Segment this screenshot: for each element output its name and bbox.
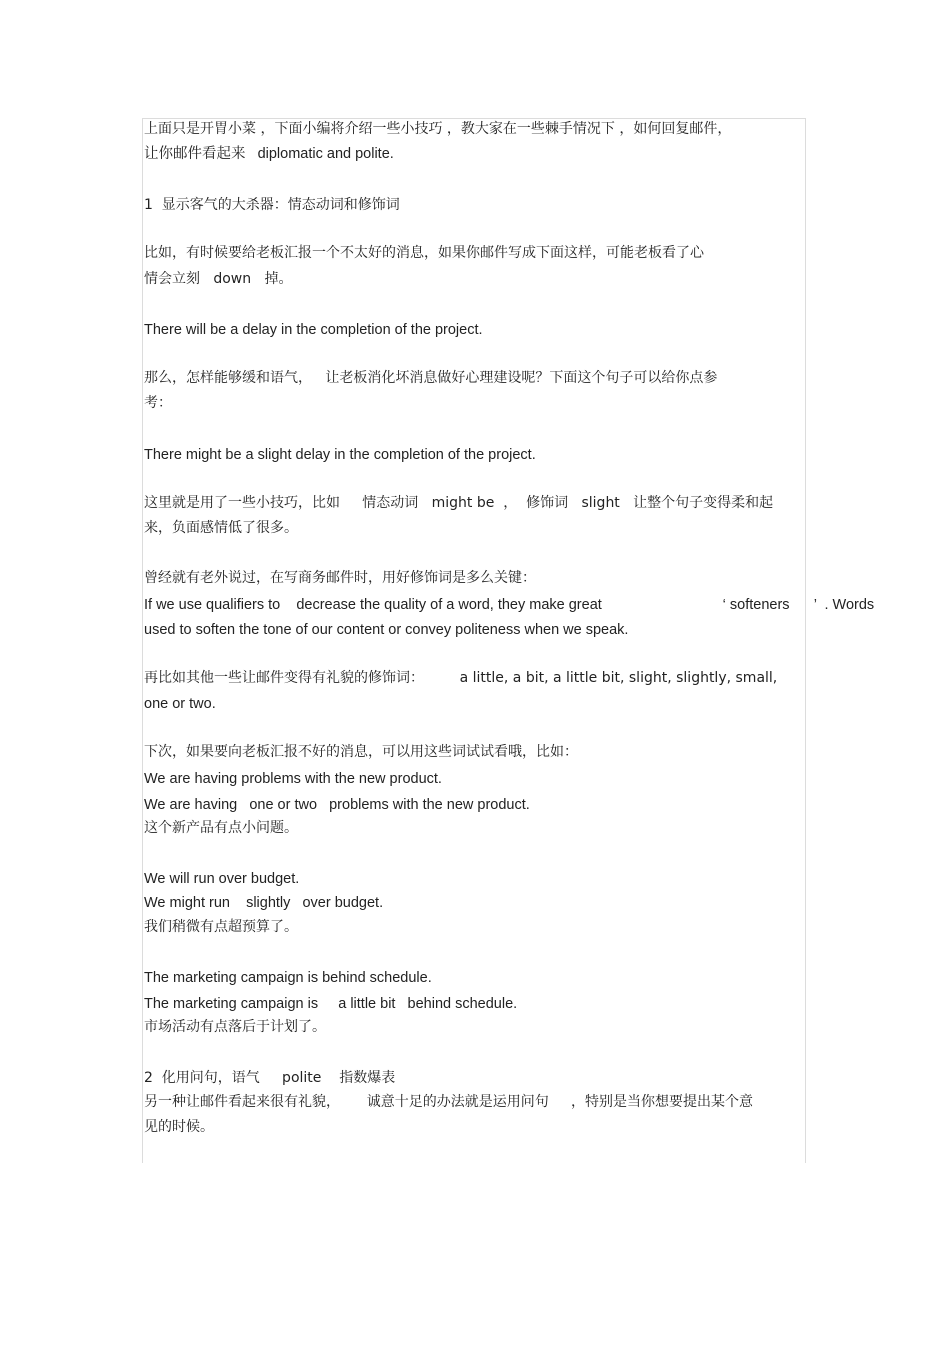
text-line: 再比如其他一些让邮件变得有礼貌的修饰词： a little, a bit, a little bit, slight, slightly, small, [144, 670, 778, 686]
section-heading: 1 显示客气的大杀器：情态动词和修饰词 [144, 197, 400, 213]
section-heading: 2 化用问句，语气 polite 指数爆表 [144, 1070, 396, 1086]
translation-line: 市场活动有点落后于计划了。 [144, 1019, 326, 1035]
text-line: 考： [144, 395, 172, 411]
example-sentence: We are having one or two problems with the new product. [144, 797, 530, 813]
text-line: 这里就是用了一些小技巧，比如 情态动词 might be ， 修饰词 slight 让整个句子变得柔和起 [144, 495, 774, 511]
example-sentence: We are having problems with the new product. [144, 771, 442, 787]
text-line: 另一种让邮件看起来很有礼貌， 诚意十足的办法就是运用问句 ，特别是当你想要提出某个意 [144, 1094, 753, 1110]
text-line: 比如，有时候要给老板汇报一个不太好的消息，如果你邮件写成下面这样，可能老板看了心 [144, 245, 704, 261]
translation-line: 我们稍微有点超预算了。 [144, 919, 298, 935]
text-line: 让你邮件看起来 diplomatic and polite. [144, 146, 394, 162]
example-sentence: The marketing campaign is a little bit behind schedule. [144, 996, 518, 1012]
text-line: 上面只是开胃小菜 ，下面小编将介绍一些小技巧 ，教大家在一些棘手情况下 ，如何回复邮件， [144, 121, 732, 137]
text-line: 那么，怎样能够缓和语气， 让老板消化坏消息做好心理建设呢？下面这个句子可以给你点参 [144, 370, 718, 386]
text-line: one or two. [144, 696, 216, 712]
quote-line: If we use qualifiers to decrease the quality of a word, they make great ‘ softeners ’ . Words [144, 597, 875, 613]
example-sentence: There will be a delay in the completion of the project. [144, 322, 483, 338]
quote-line: used to soften the tone of our content or convey politeness when we speak. [144, 622, 629, 638]
text-line: 下次，如果要向老板汇报不好的消息，可以用这些词试试看哦，比如： [144, 744, 578, 760]
text-line: 来，负面感情低了很多。 [144, 520, 298, 536]
example-sentence: There might be a slight delay in the completion of the project. [144, 447, 536, 463]
example-sentence: We might run slightly over budget. [144, 895, 384, 911]
text-line: 情会立刻 down 掉。 [144, 271, 293, 287]
text-line: 见的时候。 [144, 1119, 214, 1135]
example-sentence: We will run over budget. [144, 871, 300, 887]
translation-line: 这个新产品有点小问题。 [144, 820, 298, 836]
example-sentence: The marketing campaign is behind schedule. [144, 970, 432, 986]
text-line: 曾经就有老外说过，在写商务邮件时，用好修饰词是多么关键： [144, 570, 536, 586]
